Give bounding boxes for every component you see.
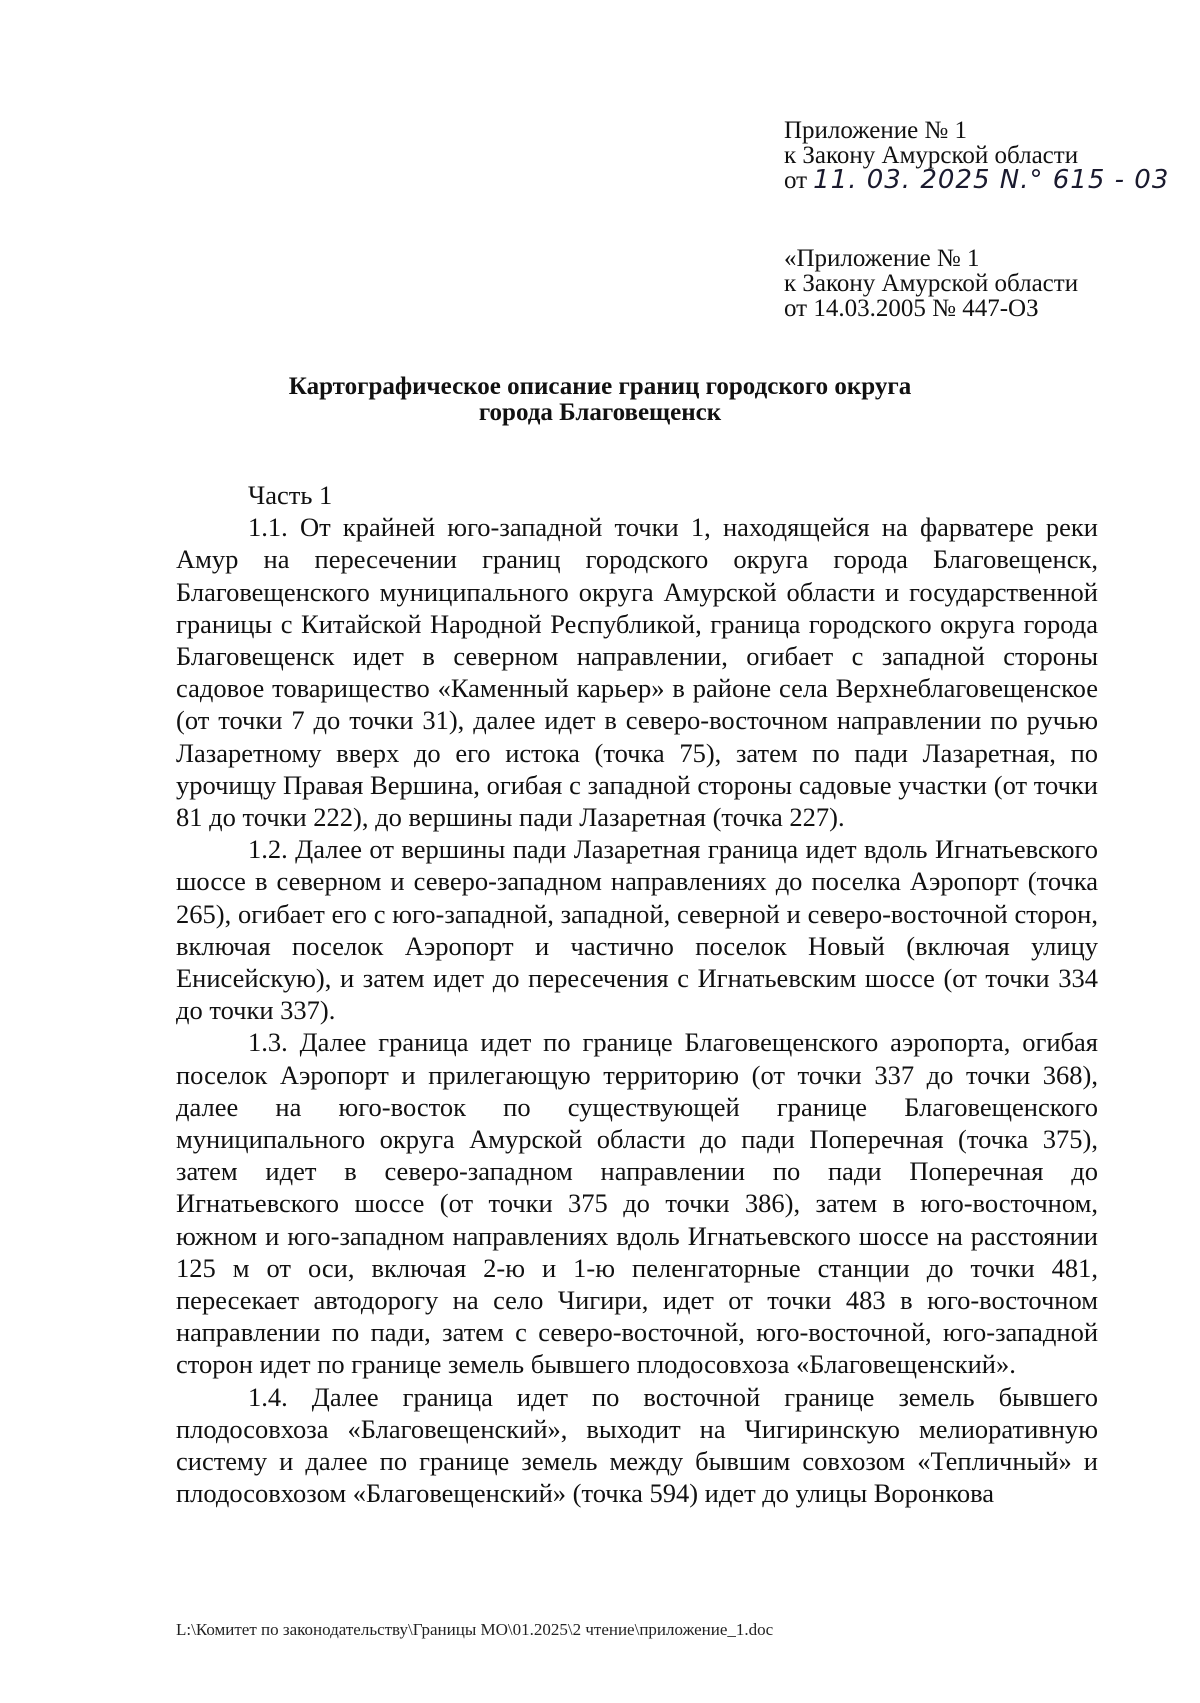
file-path-footer: L:\Комитет по законодательству\Границы МО\01.2025\2 чтение\приложение_1.doc [176, 1620, 774, 1639]
appendix-new-header [784, 118, 1169, 193]
appendix-old-line2: к Закону Амурской области [784, 270, 1079, 297]
paragraph-1-2: 1.2. Далее от вершины пади Лазаретная граница идет вдоль Игнатьевского шоссе в северном и северо-западном направлениях до поселка Аэропорт (точка 265), огибает его с юго-западной, западной, северной и северо-восточной сторон, включая поселок Аэропорт и частично поселок Новый (включая улицу Енисейскую), и затем идет до пересечения с Игнатьевским шоссе (от точки 334 до точки 337). [176, 834, 1098, 1026]
paragraph-1-3: 1.3. Далее граница идет по границе Благовещенского аэропорта, огибая поселок Аэропорт и прилегающую территорию (от точки 337 до точки 368), далее на юго-восток по существующей границе Благовещенского муниципального округа Амурской области до пади Поперечная (точка 375), затем идет в северо-западном направлении по пади Поперечная до Игнатьевского шоссе (от точки 375 до точки 386), затем в юго-восточном, южном и юго-западном направлениях вдоль Игнатьевского шоссе на расстоянии 125 м от оси, включая 2-ю и 1-ю пеленгаторные станции до точки 481, пересекает автодорогу на село Чигири, идет от точки 483 в юго-восточном направлении по пади, затем с северо-восточной, юго-восточной, юго-западной сторон идет по границе земель бывшего плодосовхоза «Благовещенский». [176, 1027, 1098, 1380]
appendix-new-date-prefix: от [784, 167, 808, 194]
appendix-old-line1: «Приложение № 1 [784, 245, 980, 272]
appendix-old-line3: от 14.03.2005 № 447-ОЗ [784, 295, 1039, 322]
appendix-new-line3 [784, 165, 1170, 195]
title-line2: города Благовещенск [478, 399, 722, 426]
appendix-new-line2: к Закону Амурской области [784, 142, 1079, 169]
title-line1: Картографическое описание границ городского округа [288, 373, 912, 400]
document-body [176, 479, 1098, 1510]
paragraph-1-4: 1.4. Далее граница идет по восточной границе земель бывшего плодосовхоза «Благовещенский», выходит на Чигиринскую мелиоративную систему и далее по границе земель между бывшим совхозом «Тепличный» и плодосовхозом «Благовещенский» (точка 594) идет до улицы Воронкова [176, 1381, 1098, 1509]
paragraph-1-1: 1.1. От крайней юго-западной точки 1, находящейся на фарватере реки Амур на пересечении границ городского округа города Благовещенск, Благовещенского муниципального округа Амурской области и государственной границы с Китайской Народной Республикой, граница городского округа города Благовещенск идет в северном направлении, огибает с западной стороны садовое товарищество «Каменный карьер» в районе села Верхнеблаговещенское (от точки 7 до точки 31), далее идет в северо-восточном направлении по ручью Лазаретному вверх до его истока (точка 75), затем по пади Лазаретная, по урочищу Правая Вершина, огибая с западной стороны садовые участки (от точки 81 до точки 222), до вершины пади Лазаретная (точка 227). [176, 512, 1098, 833]
part-heading: Часть 1 [248, 480, 333, 510]
handwritten-date-number: 11. 03. 2025 N.° 615 - 03 [813, 165, 1170, 195]
appendix-new-line1: Приложение № 1 [784, 117, 968, 144]
appendix-old-header [784, 246, 1078, 321]
document-title [180, 374, 1020, 426]
